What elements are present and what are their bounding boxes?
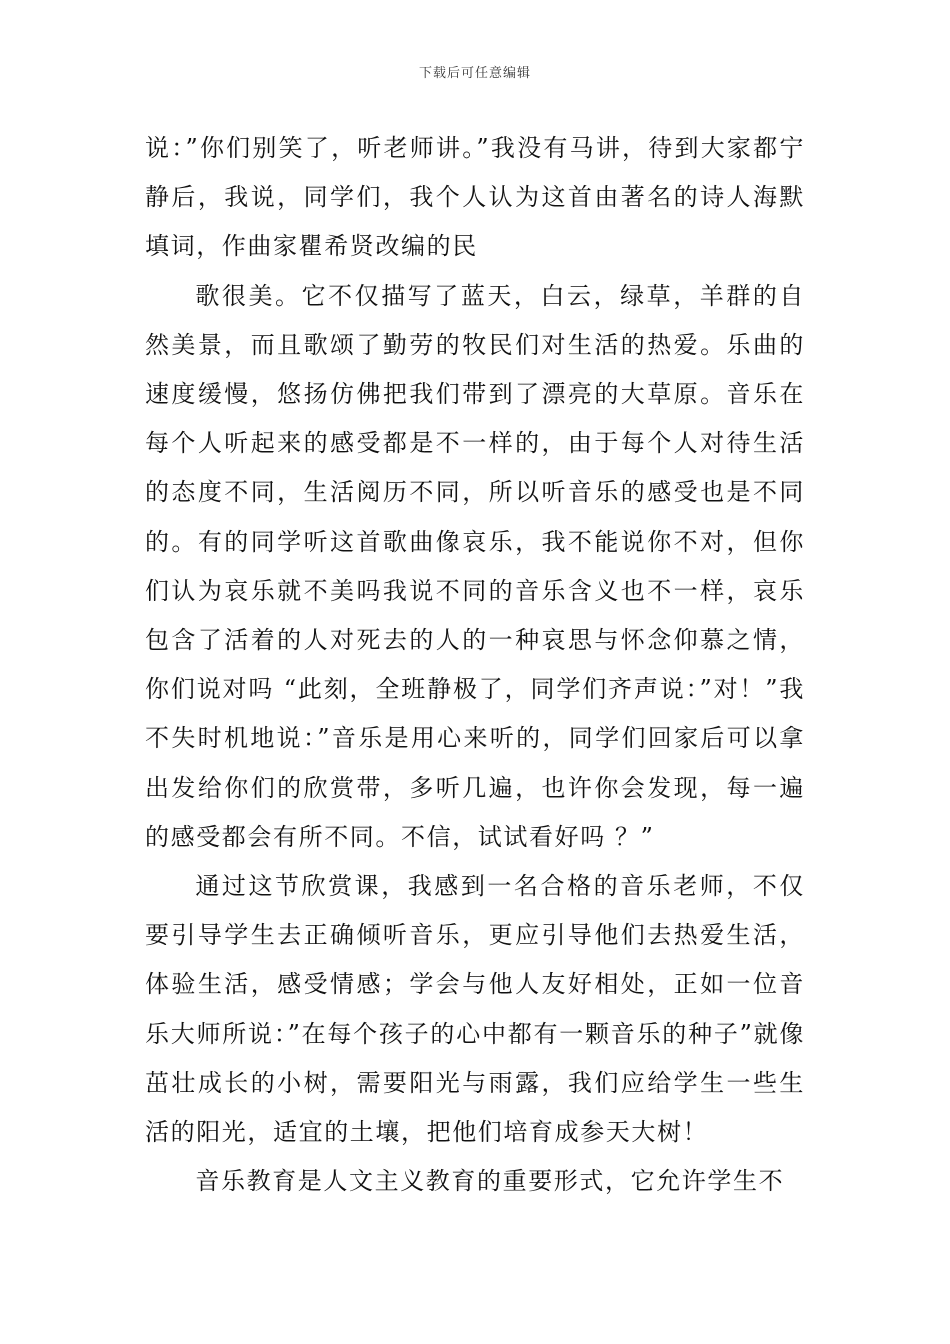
paragraph-2: 歌很美。它不仅描写了蓝天，白云，绿草，羊群的自然美景，而且歌颂了勤劳的牧民们对生活的热爱。乐曲的速度缓慢，悠扬仿佛把我们带到了漂亮的大草原。音乐在每个人听起来的感受都是不一样的，由于每个人对待生活的态度不同，生活阅历不同，所以听音乐的感受也是不同的。有的同学听这首歌曲像哀乐，我不能说你不对，但你们认为哀乐就不美吗我说不同的音乐含义也不一样，哀乐包含了活着的人对死去的人的一种哀思与怀念仰慕之情，你们说对吗 “此刻，全班静极了，同学们齐声说：”对！”我不失时机地说：”音乐是用心来听的，同学们回家后可以拿出发给你们的欣赏带，多听几遍，也许你会发现，每一遍的感受都会有所不同。不信，试试看好吗 ？” [145,281,805,851]
paragraph-3: 通过这节欣赏课，我感到一名合格的音乐老师，不仅要引导学生去正确倾听音乐，更应引导他们去热爱生活，体验生活，感受情感；学会与他人友好相处，正如一位音乐大师所说：”在每个孩子的心中都有一颗音乐的种子”就像茁壮成长的小树，需要阳光与雨露，我们应给学生一些生活的阳光，适宜的土壤，把他们培育成参天大树！ [145,872,805,1147]
document-body [145,124,805,1206]
paragraph-1: 说：”你们别笑了，听老师讲。”我没有马讲，待到大家都宁静后，我说，同学们，我个人认为这首由著名的诗人海默填词，作曲家瞿希贤改编的民 [145,134,805,261]
page-header: 下载后可任意编辑 [418,66,531,81]
paragraph-4: 音乐教育是人文主义教育的重要形式，它允许学生不 [195,1167,785,1196]
